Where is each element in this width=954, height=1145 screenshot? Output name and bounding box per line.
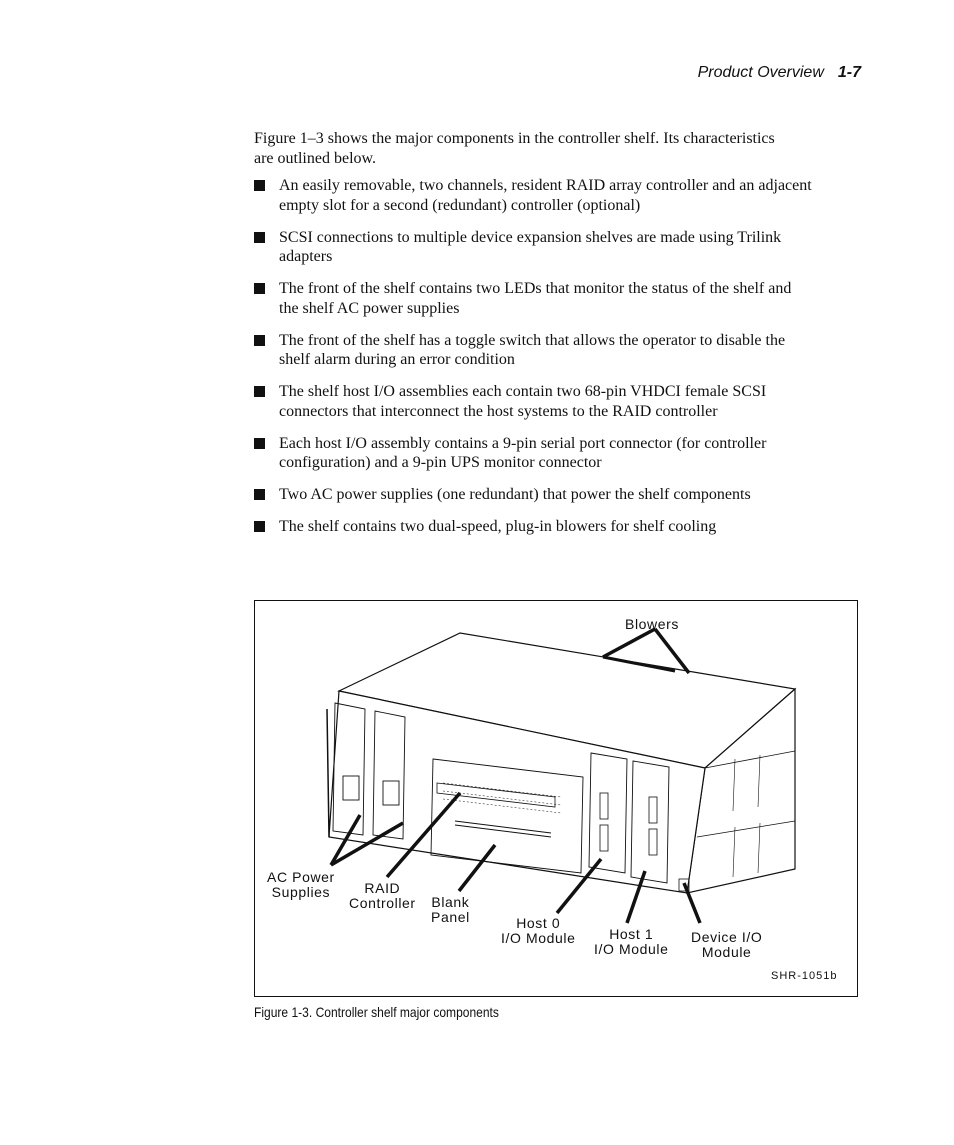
label-blank-panel: Blank Panel: [431, 894, 470, 925]
page-number: 1-7: [837, 64, 861, 81]
list-item-text: SCSI connections to multiple device expansion shelves are made using Trilink adapters: [279, 228, 782, 265]
intro-paragraph: Figure 1–3 shows the major components in the controller shelf. Its characteristics are outlined below.: [254, 130, 775, 167]
feature-list: [254, 176, 814, 549]
label-device-io-module: Device I/O Module: [691, 929, 763, 960]
list-item-text: The front of the shelf has a toggle switch that allows the operator to disable the shelf alarm during an error condition: [279, 331, 786, 368]
list-item: [254, 517, 814, 537]
label-host-1-io-module: Host 1 I/O Module: [594, 926, 669, 957]
label-ac-power-supplies: AC Power Supplies: [267, 869, 335, 900]
label-host-0-io-module: Host 0 I/O Module: [501, 915, 576, 946]
list-item: [254, 434, 814, 473]
bullet-square-icon: [254, 386, 265, 397]
bullet-square-icon: [254, 335, 265, 346]
list-item: [254, 279, 814, 318]
bullet-square-icon: [254, 489, 265, 500]
bullet-square-icon: [254, 438, 265, 449]
list-item: [254, 382, 814, 421]
page-header: [698, 64, 861, 82]
list-item-text: Two AC power supplies (one redundant) that power the shelf components: [279, 486, 751, 503]
bullet-square-icon: [254, 232, 265, 243]
bullet-square-icon: [254, 283, 265, 294]
label-blowers: Blowers: [625, 616, 679, 632]
label-raid-controller: RAID Controller: [349, 880, 416, 911]
figure-caption: Figure 1-3. Controller shelf major components: [254, 1004, 499, 1020]
list-item: [254, 485, 814, 505]
figure-frame: [254, 600, 858, 997]
section-title: Product Overview: [697, 64, 824, 81]
list-item: [254, 228, 814, 267]
list-item-text: The shelf contains two dual-speed, plug-in blowers for shelf cooling: [279, 518, 717, 535]
list-item-text: Each host I/O assembly contains a 9-pin serial port connector (for controller configuration) and a 9-pin UPS monitor connector: [279, 434, 767, 471]
bullet-square-icon: [254, 521, 265, 532]
list-item: [254, 176, 814, 215]
list-item-text: An easily removable, two channels, resident RAID array controller and an adjacent empty slot for a second (redundant) controller (optional): [279, 177, 812, 214]
list-item-text: The front of the shelf contains two LEDs that monitor the status of the shelf and the shelf AC power supplies: [279, 280, 792, 317]
list-item: [254, 331, 814, 370]
figure-code: SHR-1051b: [771, 970, 838, 982]
bullet-square-icon: [254, 180, 265, 191]
list-item-text: The shelf host I/O assemblies each contain two 68-pin VHDCI female SCSI connectors that interconnect the host systems to the RAID controller: [279, 383, 767, 420]
